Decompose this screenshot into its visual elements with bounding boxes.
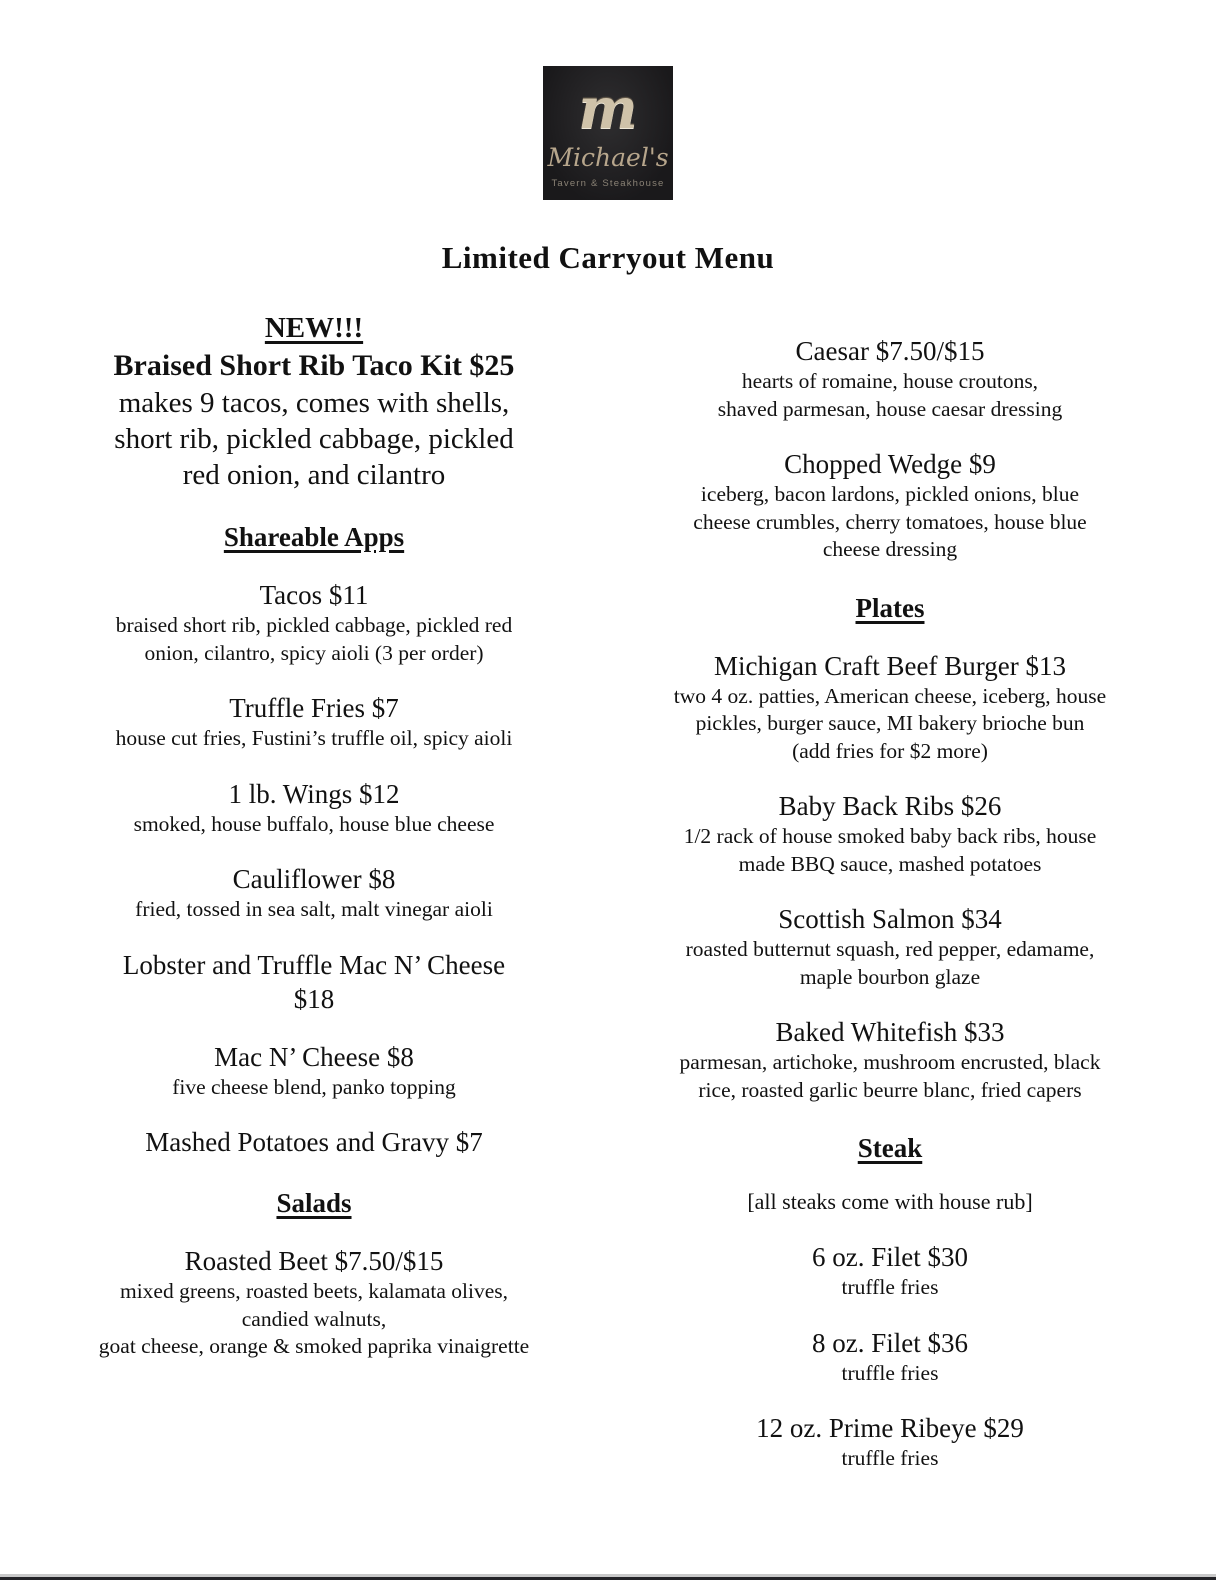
menu-header	[0, 0, 1216, 276]
item-desc-line: shaved parmesan, house caesar dressing	[717, 396, 1063, 421]
menu-item	[636, 789, 1144, 878]
item-desc-line: roasted butternut squash, red pepper, edamame,	[685, 937, 1095, 961]
item-desc-line: candied walnuts,	[241, 1306, 387, 1331]
item-desc-line: rice, roasted garlic beurre blanc, fried capers	[698, 1077, 1082, 1102]
menu-column-left	[64, 310, 564, 1361]
item-desc-line: five cheese blend, panko topping	[172, 1074, 456, 1099]
item-desc-line: goat cheese, orange & smoked paprika vinaigrette	[98, 1334, 530, 1358]
item-desc-line: cheese dressing	[822, 537, 958, 561]
promo-desc-line: makes 9 tacos, comes with shells,	[118, 387, 510, 419]
section-heading: Steak	[857, 1133, 923, 1163]
item-desc-line: fried, tossed in sea salt, malt vinegar aioli	[135, 897, 493, 921]
item-desc-line: maple bourbon glaze	[799, 964, 981, 989]
menu-item	[64, 1040, 564, 1102]
item-name: Lobster and Truffle Mac N’ Cheese	[122, 949, 506, 980]
item-desc-line: 1/2 rack of house smoked baby back ribs, house	[683, 824, 1097, 848]
item-name: 12 oz. Prime Ribeye $29	[756, 1413, 1024, 1444]
menu-item	[64, 948, 564, 1016]
section-heading: Plates	[855, 592, 925, 623]
promo-item-name: Braised Short Rib Taco Kit $25	[113, 349, 515, 382]
promo-desc-line: short rib, pickled cabbage, pickled	[114, 423, 514, 455]
section-heading: Shareable Apps	[223, 522, 405, 552]
menu-item	[636, 1326, 1144, 1388]
promo-badge: NEW!!!	[264, 312, 364, 344]
item-desc-line: house cut fries, Fustini’s truffle oil, spicy aioli	[115, 726, 513, 750]
menu-item	[64, 578, 564, 667]
restaurant-logo	[543, 66, 673, 200]
item-name: Cauliflower $8	[232, 864, 396, 894]
item-name: Baked Whitefish $33	[775, 1017, 1005, 1047]
menu-section	[64, 1186, 564, 1361]
menu-columns	[0, 310, 1216, 1473]
window-bottom-edge	[0, 1574, 1216, 1580]
featured-promo	[64, 310, 564, 493]
item-desc-line: hearts of romaine, house croutons,	[741, 369, 1039, 393]
logo-tagline: Tavern & Steakhouse	[551, 178, 665, 190]
menu-item	[64, 1125, 564, 1159]
menu-item	[64, 862, 564, 924]
item-desc-line: pickles, burger sauce, MI bakery brioche bun	[695, 711, 1085, 735]
item-desc-line: (add fries for $2 more)	[792, 738, 988, 763]
menu-item	[636, 649, 1144, 766]
item-desc-line: truffle fries	[841, 1360, 939, 1385]
menu-column-right	[636, 310, 1144, 1473]
item-name: 8 oz. Filet $36	[812, 1327, 968, 1358]
logo-monogram: m	[578, 75, 638, 142]
item-name: Scottish Salmon $34	[778, 904, 1002, 934]
menu-section	[636, 1131, 1144, 1473]
item-name: Roasted Beet $7.50/$15	[184, 1246, 444, 1276]
item-name: 6 oz. Filet $30	[812, 1242, 968, 1273]
menu-item	[636, 1015, 1144, 1104]
item-name: Chopped Wedge $9	[784, 449, 996, 479]
item-name: Tacos $11	[259, 580, 369, 610]
item-desc-line: iceberg, bacon lardons, pickled onions, blue	[700, 482, 1080, 506]
item-desc-line: truffle fries	[841, 1446, 939, 1471]
item-name: Truffle Fries $7	[229, 693, 399, 723]
item-name: Michigan Craft Beef Burger $13	[714, 650, 1066, 681]
menu-item	[636, 334, 1144, 423]
item-name: Mac N’ Cheese $8	[214, 1041, 414, 1072]
menu-section	[636, 591, 1144, 1105]
menu-item	[64, 691, 564, 753]
menu-section	[636, 334, 1144, 564]
item-desc-line: braised short rib, pickled cabbage, pickled red	[115, 613, 513, 637]
menu-item	[636, 1411, 1144, 1473]
logo-name: Michael's	[547, 142, 669, 172]
menu-item	[636, 447, 1144, 564]
item-desc-line: cheese crumbles, cherry tomatoes, house blue	[693, 509, 1087, 534]
item-desc-line: onion, cilantro, spicy aioli (3 per order)	[144, 640, 484, 665]
menu-item	[64, 777, 564, 839]
item-desc-line: smoked, house buffalo, house blue cheese	[133, 811, 495, 836]
menu-item	[64, 1244, 564, 1361]
item-desc-line: made BBQ sauce, mashed potatoes	[738, 851, 1042, 876]
menu-item	[636, 902, 1144, 991]
section-heading: Salads	[276, 1188, 352, 1218]
promo-desc-line: red onion, and cilantro	[182, 459, 446, 491]
item-desc-line: two 4 oz. patties, American cheese, iceberg, house	[673, 683, 1107, 708]
menu-item	[636, 1240, 1144, 1302]
item-name: 1 lb. Wings $12	[228, 778, 400, 809]
item-desc-line: parmesan, artichoke, mushroom encrusted, black	[679, 1050, 1101, 1074]
item-name: $18	[293, 983, 335, 1014]
page-title: Limited Carryout Menu	[441, 240, 775, 275]
item-name: Baby Back Ribs $26	[778, 791, 1002, 821]
item-name: Mashed Potatoes and Gravy $7	[145, 1127, 483, 1157]
item-name: Caesar $7.50/$15	[795, 336, 985, 366]
section-note: [all steaks come with house rub]	[747, 1189, 1033, 1215]
item-desc-line: mixed greens, roasted beets, kalamata olives,	[119, 1279, 509, 1303]
menu-section	[64, 520, 564, 1159]
item-desc-line: truffle fries	[841, 1275, 939, 1300]
